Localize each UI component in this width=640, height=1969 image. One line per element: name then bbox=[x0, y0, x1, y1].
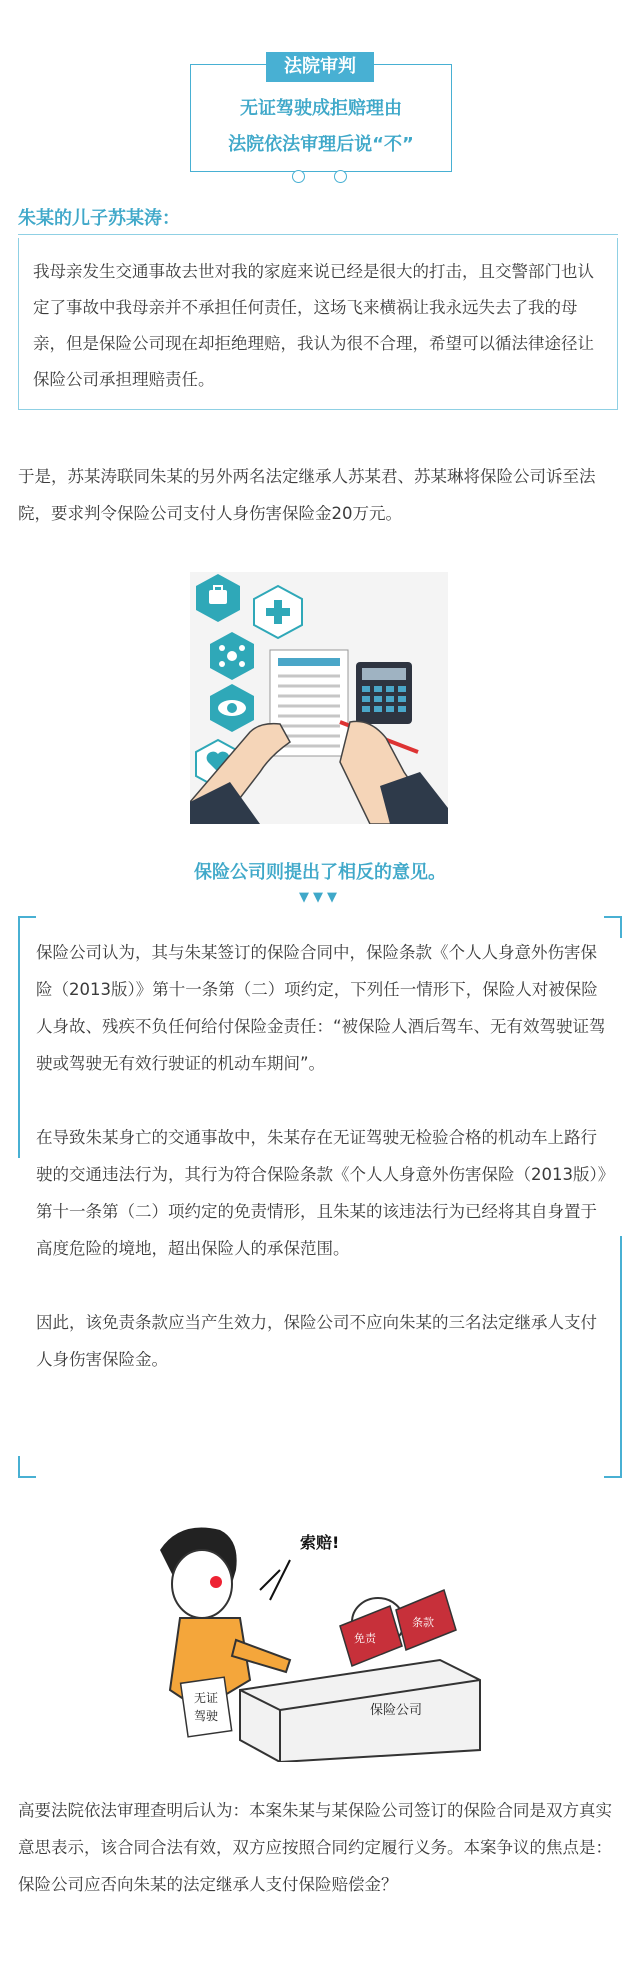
claim-cartoon-illustration bbox=[140, 1510, 496, 1762]
book-left-label: 免责 bbox=[354, 1632, 376, 1645]
insurer-argument-paragraph: 保险公司认为，其与朱某签订的保险合同中，保险条款《个人人身意外伤害保险（2013版）》第十一条第（二）项约定，下列任一情形下，保险人对被保险人身故、残疾不负任何给付保险金责任：“被保险人酒后驾车、无有效驾驶证驾驶或驾驶无有效行驶证的机动车期间”。 bbox=[36, 943, 606, 1073]
header-tag: 法院审判 bbox=[266, 52, 374, 82]
no-license-sign: 无证 bbox=[193, 1691, 219, 1705]
opposing-opinion-title: 保险公司则提出了相反的意见。 bbox=[194, 862, 446, 883]
insurer-argument-box bbox=[18, 916, 622, 1478]
header-title-line1: 无证驾驶成拒赔理由 bbox=[240, 98, 402, 119]
arrow-down-icon: ▼▼▼ bbox=[299, 890, 341, 905]
speaker-quote: 我母亲发生交通事故去世对我的家庭来说已经是很大的打击，且交警部门也认定了事故中我母亲并不承担任何责任，这场飞来横祸让我永远失去了我的母亲，但是保险公司现在却拒绝理赔，我认为很不合理，希望可以循法律途径让保险公司承担理赔责任。 bbox=[18, 238, 618, 410]
insurance-form-illustration bbox=[190, 572, 448, 824]
ring-ornament-left bbox=[292, 170, 305, 183]
header-title-line2: 法院依法审理后说“不” bbox=[228, 134, 414, 155]
svg-text:驾驶: 驾驶 bbox=[193, 1709, 219, 1723]
speaker-divider bbox=[18, 234, 618, 235]
ring-ornament-right bbox=[334, 170, 347, 183]
insurer-argument-paragraph: 在导致朱某身亡的交通事故中，朱某存在无证驾驶无检验合格的机动车上路行驶的交通违法行为，其行为符合保险条款《个人人身意外伤害保险（2013版）》第十一条第（二）项约定的免责情形，且朱某的该违法行为已经将其自身置于高度危险的境地，超出保险人的承保范围。 bbox=[36, 1128, 606, 1258]
desk-label: 保险公司 bbox=[370, 1703, 423, 1718]
book-right-label: 条款 bbox=[412, 1616, 434, 1629]
shout-text: 索赔! bbox=[300, 1533, 340, 1552]
article-header bbox=[190, 58, 452, 172]
speaker-heading: 朱某的儿子苏某涛： bbox=[18, 208, 180, 229]
paragraph-lawsuit: 于是，苏某涛联同朱某的另外两名法定继承人苏某君、苏某琳将保险公司诉至法院，要求判令保险公司支付人身伤害保险金20万元。 bbox=[18, 467, 596, 523]
paragraph-conclusion: 高要法院依法审理查明后认为：本案朱某与某保险公司签订的保险合同是双方真实意思表示，该合同合法有效，双方应按照合同约定履行义务。本案争议的焦点是：保险公司应否向朱某的法定继承人支付保险赔偿金？ bbox=[18, 1801, 612, 1894]
insurer-argument-paragraph: 因此，该免责条款应当产生效力，保险公司不应向朱某的三名法定继承人支付人身伤害保险金。 bbox=[36, 1313, 597, 1369]
